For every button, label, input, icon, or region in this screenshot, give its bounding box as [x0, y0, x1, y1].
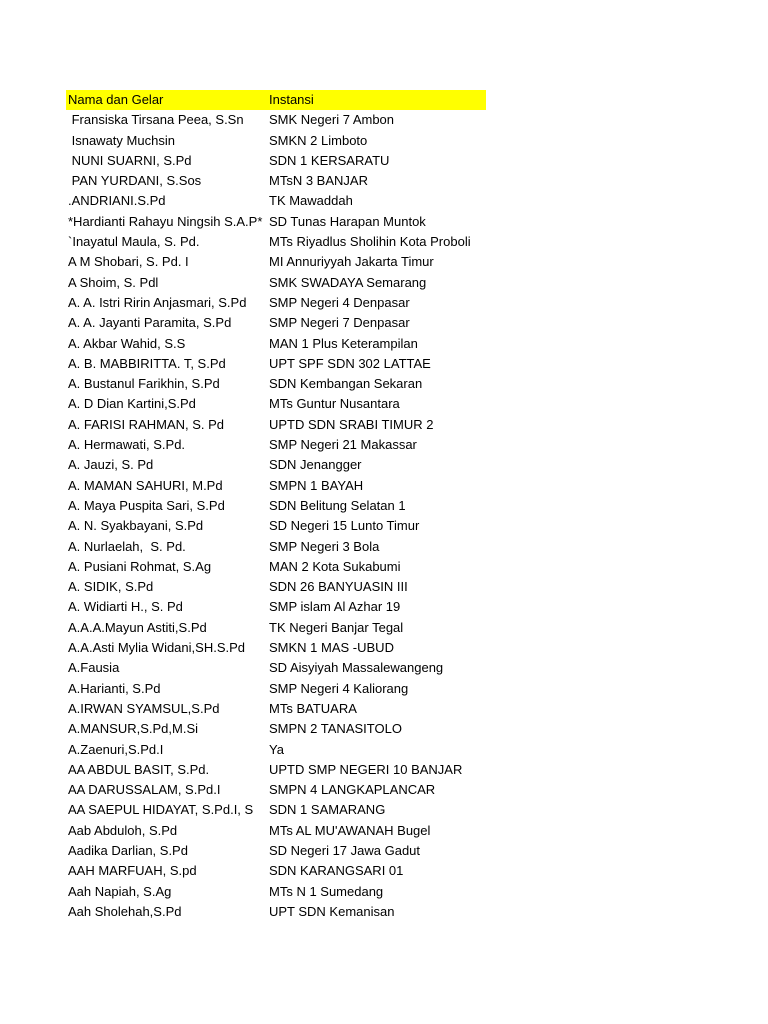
cell-name[interactable]: A.MANSUR,S.Pd,M.Si: [68, 721, 199, 737]
table-row: [66, 476, 486, 496]
cell-name[interactable]: A. Maya Puspita Sari, S.Pd: [68, 497, 225, 513]
cell-name[interactable]: A.Fausia: [68, 660, 120, 676]
table-row: [66, 760, 486, 780]
cell-name[interactable]: Aah Sholehah,S.Pd: [68, 903, 182, 919]
cell-institution[interactable]: MTs N 1 Sumedang: [269, 883, 384, 899]
cell-institution[interactable]: UPT SPF SDN 302 LATTAE: [269, 355, 431, 371]
table-row: [66, 740, 486, 760]
table-row: [66, 354, 486, 374]
table-row: [66, 232, 486, 252]
cell-name[interactable]: A. SIDIK, S.Pd: [68, 579, 154, 595]
cell-institution[interactable]: MTs Guntur Nusantara: [269, 396, 400, 412]
cell-name[interactable]: AA DARUSSALAM, S.Pd.I: [68, 782, 221, 798]
cell-institution[interactable]: SD Tunas Harapan Muntok: [269, 213, 426, 229]
cell-institution[interactable]: SMP Negeri 4 Denpasar: [269, 294, 410, 310]
table-row: [66, 537, 486, 557]
cell-institution[interactable]: SDN KARANGSARI 01: [269, 863, 404, 879]
table-row: [66, 882, 486, 902]
cell-name[interactable]: *Hardianti Rahayu Ningsih S.A.P*: [68, 213, 263, 229]
cell-institution[interactable]: SMP Negeri 4 Kaliorang: [269, 680, 409, 696]
table-row: [66, 252, 486, 272]
cell-institution[interactable]: SDN Belitung Selatan 1: [269, 497, 406, 513]
table-row: [66, 679, 486, 699]
cell-name[interactable]: A. A. Istri Ririn Anjasmari, S.Pd: [68, 294, 247, 310]
cell-institution[interactable]: MI Annuriyyah Jakarta Timur: [269, 254, 434, 270]
table-row: [66, 151, 486, 171]
cell-name[interactable]: AA SAEPUL HIDAYAT, S.Pd.I, S: [68, 802, 254, 818]
cell-institution[interactable]: SMPN 4 LANGKAPLANCAR: [269, 782, 436, 798]
table-row: [66, 415, 486, 435]
table-row: [66, 597, 486, 617]
header-name[interactable]: Nama dan Gelar: [68, 92, 164, 107]
table-body: [66, 110, 486, 922]
cell-name[interactable]: PAN YURDANI, S.Sos: [68, 173, 202, 189]
cell-name[interactable]: NUNI SUARNI, S.Pd: [68, 152, 192, 168]
table-header-row: [66, 90, 486, 110]
cell-institution[interactable]: MAN 1 Plus Keterampilan: [269, 335, 418, 351]
cell-institution[interactable]: UPTD SMP NEGERI 10 BANJAR: [269, 761, 463, 777]
cell-institution[interactable]: MAN 2 Kota Sukabumi: [269, 558, 401, 574]
table-row: [66, 496, 486, 516]
cell-name[interactable]: AAH MARFUAH, S.pd: [68, 863, 197, 879]
table-row: [66, 780, 486, 800]
cell-name[interactable]: Isnawaty Muchsin: [68, 132, 175, 148]
table-row: [66, 618, 486, 638]
cell-institution[interactable]: TK Mawaddah: [269, 193, 353, 209]
header-institution[interactable]: Instansi: [269, 92, 314, 107]
cell-name[interactable]: Aah Napiah, S.Ag: [68, 883, 172, 899]
cell-name[interactable]: A. A. Jayanti Paramita, S.Pd: [68, 315, 232, 331]
table-row: [66, 699, 486, 719]
table-row: [66, 171, 486, 191]
cell-name[interactable]: A.A.Asti Mylia Widani,SH.S.Pd: [68, 640, 245, 656]
cell-name[interactable]: A. Akbar Wahid, S.S: [68, 335, 186, 351]
cell-institution[interactable]: SDN 1 SAMARANG: [269, 802, 386, 818]
cell-name[interactable]: A. Hermawati, S.Pd.: [68, 437, 186, 453]
cell-name[interactable]: A.Harianti, S.Pd: [68, 680, 161, 696]
cell-institution[interactable]: MTs AL MU'AWANAH Bugel: [269, 822, 431, 838]
table-row: [66, 394, 486, 414]
cell-name[interactable]: A. D Dian Kartini,S.Pd: [68, 396, 196, 412]
table-row: [66, 800, 486, 820]
cell-institution[interactable]: SMP islam Al Azhar 19: [269, 599, 401, 615]
cell-name[interactable]: A. Jauzi, S. Pd: [68, 457, 154, 473]
table-row: [66, 719, 486, 739]
table-row: [66, 658, 486, 678]
cell-institution[interactable]: MTsN 3 BANJAR: [269, 173, 368, 189]
cell-institution[interactable]: SMPN 2 TANASITOLO: [269, 721, 402, 737]
cell-institution[interactable]: SMP Negeri 3 Bola: [269, 538, 380, 554]
cell-institution[interactable]: UPT SDN Kemanisan: [269, 903, 395, 919]
cell-name[interactable]: `Inayatul Maula, S. Pd.: [68, 234, 200, 250]
table-row: [66, 821, 486, 841]
table-row: [66, 313, 486, 333]
table-row: [66, 902, 486, 922]
table-row: [66, 334, 486, 354]
cell-institution[interactable]: Ya: [269, 741, 284, 757]
table-row: [66, 293, 486, 313]
table-row: [66, 455, 486, 475]
cell-name[interactable]: A Shoim, S. Pdl: [68, 274, 159, 290]
cell-institution[interactable]: TK Negeri Banjar Tegal: [269, 619, 404, 635]
cell-institution[interactable]: SMK SWADAYA Semarang: [269, 274, 427, 290]
cell-institution[interactable]: SD Negeri 17 Jawa Gadut: [269, 842, 421, 858]
cell-institution[interactable]: SMKN 1 MAS -UBUD: [269, 640, 394, 656]
cell-name[interactable]: Aab Abduloh, S.Pd: [68, 822, 178, 838]
cell-institution[interactable]: SD Negeri 15 Lunto Timur: [269, 518, 420, 534]
table-row: [66, 516, 486, 536]
cell-institution[interactable]: MTs BATUARA: [269, 700, 357, 716]
cell-institution[interactable]: SMKN 2 Limboto: [269, 132, 368, 148]
cell-name[interactable]: A.Zaenuri,S.Pd.I: [68, 741, 164, 757]
table-row: [66, 131, 486, 151]
cell-institution[interactable]: SMPN 1 BAYAH: [269, 477, 364, 493]
cell-institution[interactable]: SDN 26 BANYUASIN III: [269, 579, 408, 595]
table-row: [66, 212, 486, 232]
cell-name[interactable]: A. Pusiani Rohmat, S.Ag: [68, 558, 212, 574]
table-row: [66, 861, 486, 881]
cell-name[interactable]: Aadika Darlian, S.Pd: [68, 842, 188, 858]
cell-institution[interactable]: SMP Negeri 21 Makassar: [269, 437, 417, 453]
cell-institution[interactable]: SDN Kembangan Sekaran: [269, 376, 423, 392]
cell-name[interactable]: AA ABDUL BASIT, S.Pd.: [68, 761, 210, 777]
cell-institution[interactable]: UPTD SDN SRABI TIMUR 2: [269, 416, 434, 432]
cell-name[interactable]: Fransiska Tirsana Peea, S.Sn: [68, 112, 244, 128]
table-row: [66, 374, 486, 394]
table-row: [66, 110, 486, 130]
table-row: [66, 273, 486, 293]
table-row: [66, 841, 486, 861]
cell-name[interactable]: .ANDRIANI.S.Pd: [68, 193, 166, 209]
cell-institution[interactable]: SDN 1 KERSARATU: [269, 152, 390, 168]
cell-name[interactable]: A. N. Syakbayani, S.Pd: [68, 518, 204, 534]
cell-name[interactable]: A. Nurlaelah, S. Pd.: [68, 538, 186, 554]
table-row: [66, 577, 486, 597]
cell-name[interactable]: A. FARISI RAHMAN, S. Pd: [68, 416, 225, 432]
cell-name[interactable]: A. Bustanul Farikhin, S.Pd: [68, 376, 220, 392]
cell-name[interactable]: A. MAMAN SAHURI, M.Pd: [68, 477, 223, 493]
table-row: [66, 557, 486, 577]
spreadsheet-table: [66, 90, 486, 922]
table-row: [66, 638, 486, 658]
table-row: [66, 191, 486, 211]
cell-institution[interactable]: SMK Negeri 7 Ambon: [269, 112, 395, 128]
cell-name[interactable]: A.IRWAN SYAMSUL,S.Pd: [68, 700, 220, 716]
cell-institution[interactable]: SDN Jenangger: [269, 457, 362, 473]
cell-name[interactable]: A. B. MABBIRITTA. T, S.Pd: [68, 355, 226, 371]
cell-institution[interactable]: SMP Negeri 7 Denpasar: [269, 315, 410, 331]
table-row: [66, 435, 486, 455]
cell-name[interactable]: A M Shobari, S. Pd. I: [68, 254, 189, 270]
cell-institution[interactable]: SD Aisyiyah Massalewangeng: [269, 660, 444, 676]
cell-institution[interactable]: MTs Riyadlus Sholihin Kota Proboli: [269, 234, 471, 250]
cell-name[interactable]: A.A.A.Mayun Astiti,S.Pd: [68, 619, 207, 635]
cell-name[interactable]: A. Widiarti H., S. Pd: [68, 599, 183, 615]
